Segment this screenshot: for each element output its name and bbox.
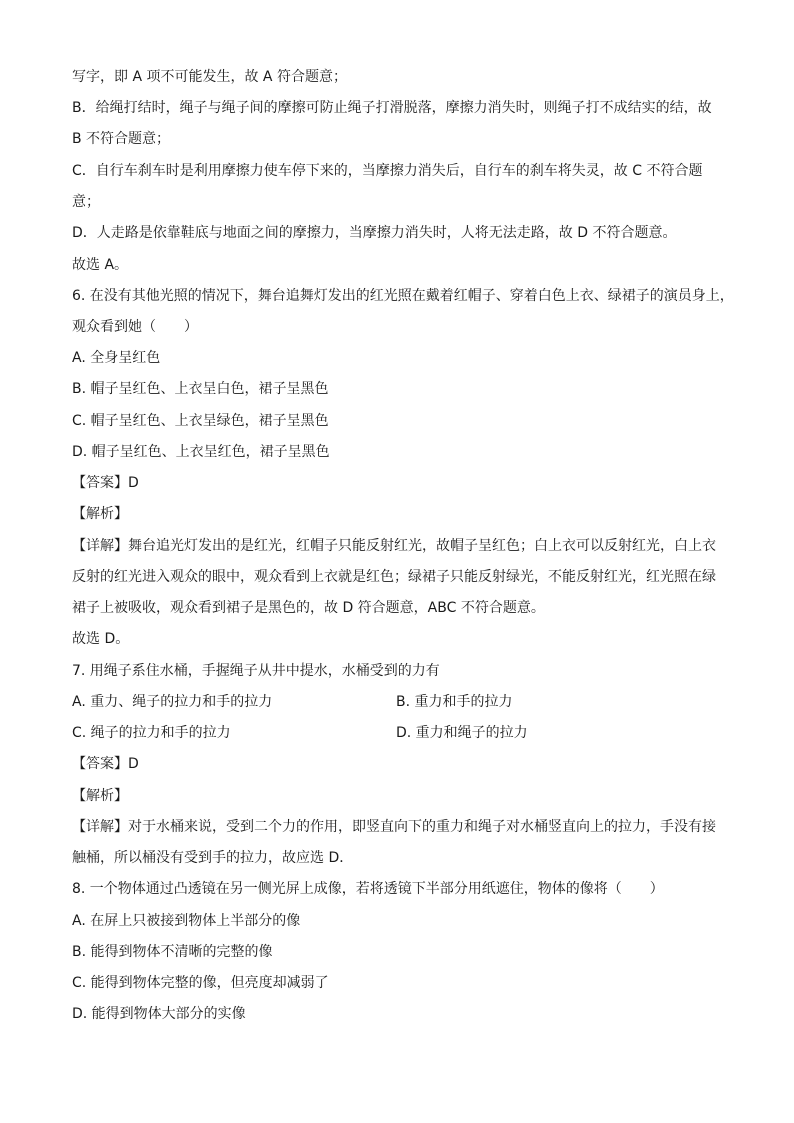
answer-label: 【答案】D (72, 475, 139, 491)
option-a: A. 重力、绳子的拉力和手的拉力 (72, 694, 273, 710)
option-b: B. 帽子呈红色、上衣呈白色，裙子呈黑色 (72, 381, 329, 397)
option-d: D. 能得到物体大部分的实像 (72, 1006, 246, 1022)
explanation-line: 裙子上被吸收，观众看到裙子是黑色的，故 D 符合题意，ABC 不符合题意。 (72, 600, 545, 616)
question-8-stem: 8. 一个物体通过凸透镜在另一侧光屏上成像，若将透镜下半部分用纸遮住，物体的像将（ ） (72, 881, 664, 897)
text-line: 意； (72, 194, 100, 210)
explanation-line: 【详解】对于水桶来说，受到二个力的作用，即竖直向下的重力和绳子对水桶竖直向上的拉力，手没有接 (72, 819, 716, 835)
question-6-stem-cont: 观众看到她（ ） (72, 319, 198, 335)
conclusion-line: 故选 D。 (72, 631, 130, 647)
explanation-line: 触桶，所以桶没有受到手的拉力，故应选 D． (72, 850, 354, 866)
text-line: 写字，即 A 项不可能发生，故 A 符合题意； (72, 69, 347, 85)
option-c: C. 绳子的拉力和手的拉力 (72, 725, 231, 741)
option-d: D. 帽子呈红色、上衣呈红色，裙子呈黑色 (72, 444, 330, 460)
text-line: D．人走路是依靠鞋底与地面之间的摩擦力，当摩擦力消失时，人将无法走路，故 D 不符合题意。 (72, 225, 677, 241)
analysis-label: 【解析】 (72, 788, 128, 804)
option-d: D. 重力和绳子的拉力 (396, 725, 528, 741)
question-7-stem: 7. 用绳子系住水桶，手握绳子从井中提水，水桶受到的力有 (72, 663, 440, 679)
option-b: B. 能得到物体不清晰的完整的像 (72, 944, 273, 960)
text-line: C．自行车刹车时是利用摩擦力使车停下来的，当摩擦力消失后，自行车的刹车将失灵，故 C 不符合题 (72, 163, 703, 179)
option-c: C. 能得到物体完整的像，但亮度却减弱了 (72, 975, 329, 991)
option-c: C. 帽子呈红色、上衣呈绿色，裙子呈黑色 (72, 413, 329, 429)
option-a: A. 全身呈红色 (72, 350, 161, 366)
answer-label: 【答案】D (72, 756, 139, 772)
analysis-label: 【解析】 (72, 506, 128, 522)
option-a: A. 在屏上只被接到物体上半部分的像 (72, 913, 301, 929)
question-6-stem: 6. 在没有其他光照的情况下，舞台追舞灯发出的红光照在戴着红帽子、穿着白色上衣、绿裙子的演员身上， (72, 288, 734, 304)
explanation-line: 【详解】舞台追光灯发出的是红光，红帽子只能反射红光，故帽子呈红色；白上衣可以反射红光，白上衣 (72, 538, 716, 554)
text-line: 故选 A。 (72, 257, 129, 273)
text-line: B 不符合题意； (72, 131, 171, 147)
explanation-line: 反射的红光进入观众的眼中，观众看到上衣就是红色；绿裙子只能反射绿光，不能反射红光，红光照在绿 (72, 569, 716, 585)
option-b: B. 重力和手的拉力 (396, 694, 513, 710)
text-line: B．给绳打结时，绳子与绳子间的摩擦可防止绳子打滑脱落，摩擦力消失时，则绳子打不成结实的结，故 (72, 100, 712, 116)
